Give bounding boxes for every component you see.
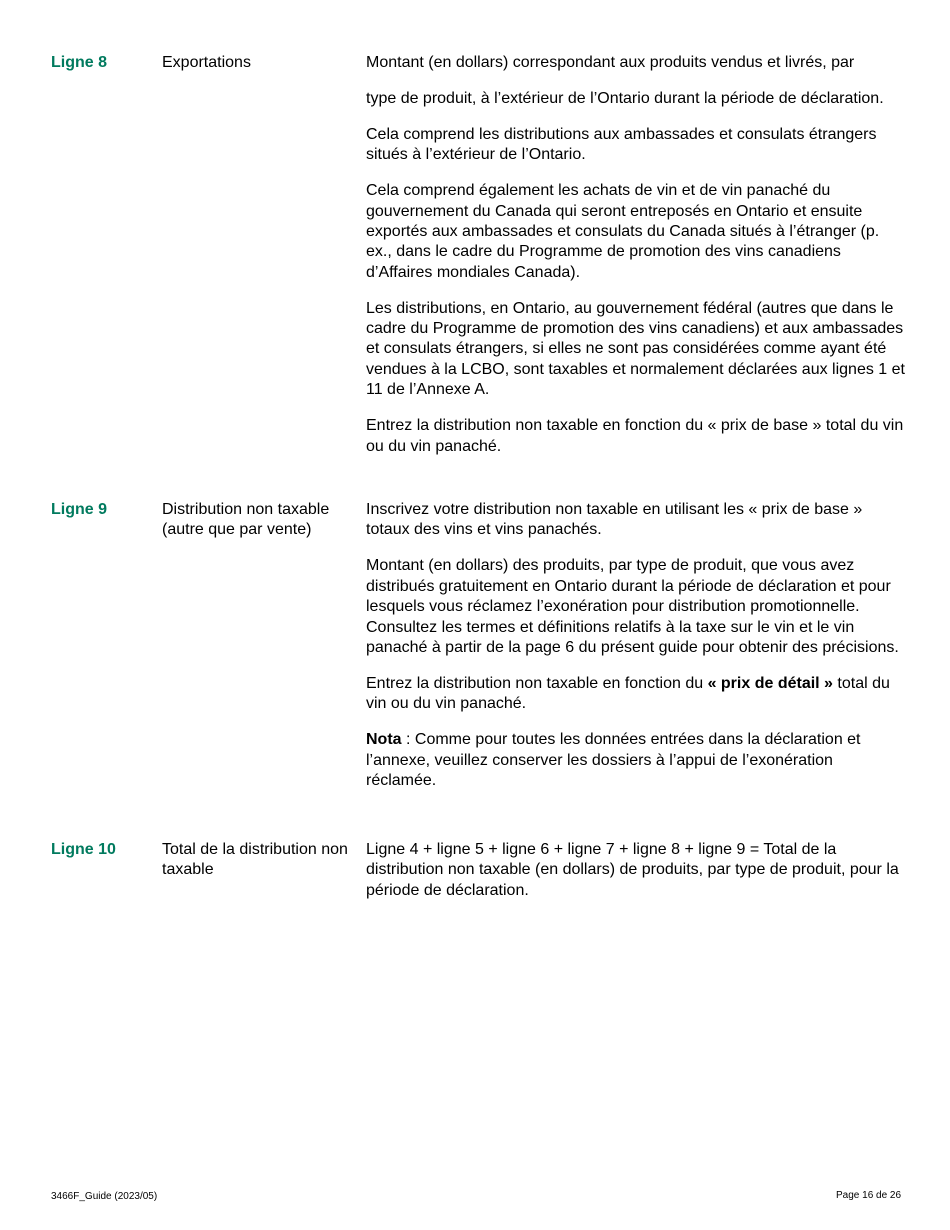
- line-10-description: [366, 840, 906, 901]
- line-10-paragraph: Ligne 4 + ligne 5 + ligne 6 + ligne 7 + ligne 8 + ligne 9 = Total de la distribution non taxable (en dollars) de produits, par type de produit, pour la période de déclaration.: [366, 841, 899, 899]
- line-9-note-paragraph: [366, 730, 906, 791]
- line-8-label: Ligne 8: [51, 54, 108, 71]
- page-number: Page 16 de 26: [836, 1190, 902, 1201]
- line-9-label: Ligne 9: [51, 501, 108, 518]
- line-8-paragraph: Les distributions, en Ontario, au gouvernement fédéral (autres que dans le cadre du Programme de promotion des vins canadiens) et aux ambassades et consulats étrangers, si elles ne sont pas considérées comme ayant été vendues à la LCBO, sont taxables et normalement déclarées aux lignes 1 et 11 de l’Annexe A.: [366, 299, 905, 399]
- note-text: : Comme pour toutes les données entrées dans la déclaration et l’annexe, veuillez conserver les dossiers à l’appui de l’exonération réclamée.: [366, 731, 861, 789]
- line-8-paragraph: Montant (en dollars) correspondant aux produits vendus et livrés, par: [366, 54, 855, 71]
- form-identifier: 3466F_Guide (2023/05): [51, 1191, 158, 1202]
- line-10-label: Ligne 10: [51, 841, 116, 858]
- retail-text-after: total du vin ou du vin panaché.: [366, 674, 890, 713]
- line-10-name: Total de la distribution non taxable: [162, 841, 348, 879]
- line-9-name: Distribution non taxable (autre que par vente): [162, 501, 330, 539]
- retail-text-before: Entrez la distribution non taxable en fonction du: [366, 674, 708, 692]
- line-8-paragraph: Cela comprend les distributions aux ambassades et consulats étrangers situés à l’extérieur de l’Ontario.: [366, 125, 877, 164]
- line-8-paragraph: Cela comprend également les achats de vin et de vin panaché du gouvernement du Canada qui seront entreposés en Ontario et ensuite exportés aux ambassades et consulats du Canada situés à l’étranger (p. ex., dans le cadre du Programme de promotion des vins canadiens d’Affaires mondiales Canada).: [366, 182, 880, 281]
- note-label: Nota: [366, 731, 402, 749]
- line-8-description: [366, 53, 906, 457]
- line-8-paragraph: Entrez la distribution non taxable en fonction du « prix de base » total du vin ou du vin panaché.: [366, 417, 904, 455]
- line-8-paragraph: type de produit, à l’extérieur de l’Ontario durant la période de déclaration.: [366, 89, 884, 107]
- line-9-paragraph: Inscrivez votre distribution non taxable en utilisant les « prix de base » totaux des vins et vins panachés.: [366, 501, 863, 539]
- line-9-retail-price-paragraph: [366, 674, 906, 715]
- line-8-name: Exportations: [162, 54, 251, 71]
- retail-price-term: « prix de détail »: [707, 674, 833, 692]
- line-9-description: [366, 500, 906, 791]
- line-9-paragraph: Montant (en dollars) des produits, par type de produit, que vous avez distribués gratuitement en Ontario durant la période de déclaration et pour lesquels vous réclamez l’exonération pour distribution promotionnelle. Consultez les termes et définitions relatifs à la taxe sur le vin et le vin panaché à partir de la page 6 du présent guide pour obtenir des précisions.: [366, 557, 899, 656]
